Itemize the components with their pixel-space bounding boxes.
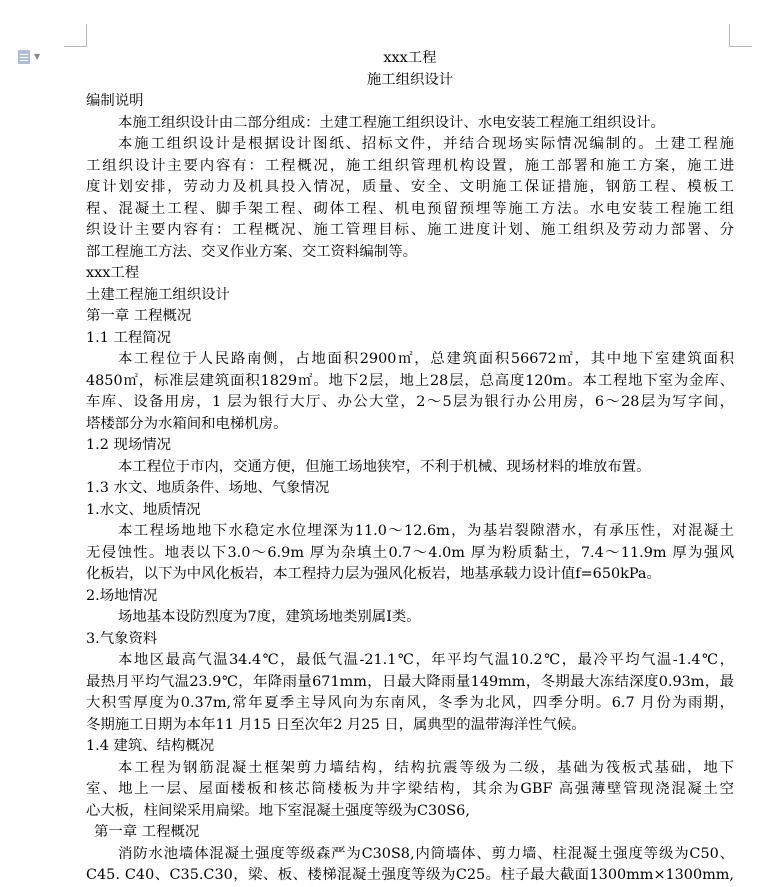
document-line: 车库、设备用房，1 层为银行大厅、办公大堂，2～5层为银行办公用房，6～28层为写字间，: [86, 394, 734, 410]
document-line: 最热月平均气温23.9℃，年降雨量671mm，日最大降雨量149mm，冬期最大冻结深度0.93m，最: [86, 673, 734, 690]
document-line: 大积雪厚度为0.37m,常年夏季主导风向为东南风，冬季为北风，四季分明。6.7 月份为雨期，: [86, 695, 734, 711]
document-line: 心大板，柱间梁采用扁梁。地下室混凝土强度等级为C30S6,: [86, 802, 470, 819]
document-line: 消防水池墙体混凝土强度等级森严为C30S8,内筒墙体、剪力墙、柱混凝土强度等级为C50、: [118, 845, 734, 862]
document-line: 4850㎡，标准层建筑面积1829㎡。地下2层，地上28层，总高度120m。本工程地下室为金库、: [86, 372, 734, 389]
document-line: 1.1 工程简况: [86, 329, 172, 346]
document-line: 2.场地情况: [86, 587, 158, 604]
document-line: xxx工程: [383, 50, 437, 66]
document-line: xxx工程: [86, 265, 140, 281]
document-line: 第一章 工程概况: [94, 824, 200, 840]
document-line: 1.水文、地质情况: [86, 501, 201, 518]
document-line: 1.2 现场情况: [86, 437, 172, 453]
document-line: 1.3 水文、地质条件、场地、气象情况: [86, 480, 330, 496]
document-line: 化板岩，以下为中风化板岩，本工程持力层为强风化板岩，地基承载力设计值f=650kPa。: [86, 566, 661, 582]
document-body[interactable]: [86, 48, 734, 887]
document-line: 无侵蚀性。地表以下3.0～6.9m 厚为杂填土0.7～4.0m 厚为粉质黏土，7.4～11.9m 厚为强风: [86, 544, 734, 561]
document-line: 度计划安排，劳动力及机具投入情况，质量、安全、文明施工保证措施，钢筋工程、模板工: [86, 179, 734, 195]
document-line: 本施工组织设计是根据设计图纸、招标文件，并结合现场实际情况编制的。土建工程施: [118, 136, 734, 152]
document-line: 施工组织设计: [366, 71, 454, 88]
document-line: 程、混凝土工程、脚手架工程、砌体工程、机电预留预埋等施工方法。水电安装工程施工组: [86, 200, 734, 217]
document-line: 本工程位于人民路南侧，占地面积2900㎡，总建筑面积56672㎡，其中地下室建筑面积: [118, 351, 734, 367]
dropdown-caret-icon[interactable]: ▼: [34, 52, 41, 61]
document-line: 1.4 建筑、结构概况: [86, 738, 215, 754]
document-icon[interactable]: [18, 50, 30, 64]
page-margin-corner-top-right: [729, 24, 752, 47]
document-line: 本工程为钢筋混凝土框架剪力墙结构，结构抗震等级为二级，基础为筏板式基础，地下: [118, 759, 734, 776]
document-line: 工组织设计主要内容有：工程概况，施工组织管理机构设置，施工部署和施工方案，施工进: [86, 157, 734, 174]
document-line: 室、地上一层、屋面楼板和核芯筒楼板为井字梁结构，其余为GBF 高强薄壁管现浇混凝土空: [86, 781, 734, 797]
document-line: 3.气象资料: [86, 630, 158, 647]
document-line: 本施工组织设计由二部分组成：土建工程施工组织设计、水电安装工程施工组织设计。: [118, 114, 665, 131]
document-line: 织设计主要内容有：工程概况、施工管理目标、施工进度计划、施工组织及劳动力部署、分: [86, 222, 734, 238]
document-line: 第一章 工程概况: [86, 308, 192, 324]
document-line: 部工程施工方法、交叉作业方案、交工资料编制等。: [86, 243, 417, 260]
document-line: 本地区最高气温34.4℃，最低气温-21.1℃，年平均气温10.2℃，最冷平均气温-1.4℃，: [118, 652, 734, 668]
document-line: 塔楼部分为水箱间和电梯机房。: [86, 415, 288, 432]
document-line: 场地基本设防烈度为7度，建筑场地类别属Ⅰ类。: [118, 609, 421, 625]
document-line: 土建工程施工组织设计: [86, 286, 230, 303]
page-margin-corner-top-left: [64, 24, 87, 47]
document-line: C45. C40、C35.C30，梁、板、楼梯混凝土强度等级为C25。柱子最大截面1300mm×1300mm,: [86, 867, 734, 883]
document-line: 本工程场地地下水稳定水位埋深为11.0～12.6m，为基岩裂隙潜水，有承压性，对混凝土: [118, 523, 734, 539]
document-line: 本工程位于市内，交通方便，但施工场地狭窄，不利于机械、现场材料的堆放布置。: [118, 458, 651, 475]
document-line: 编制说明: [86, 93, 144, 109]
document-line: 冬期施工日期为本年11 月15 日至次年2 月25 日，属典型的温带海洋性气候。: [86, 716, 586, 733]
